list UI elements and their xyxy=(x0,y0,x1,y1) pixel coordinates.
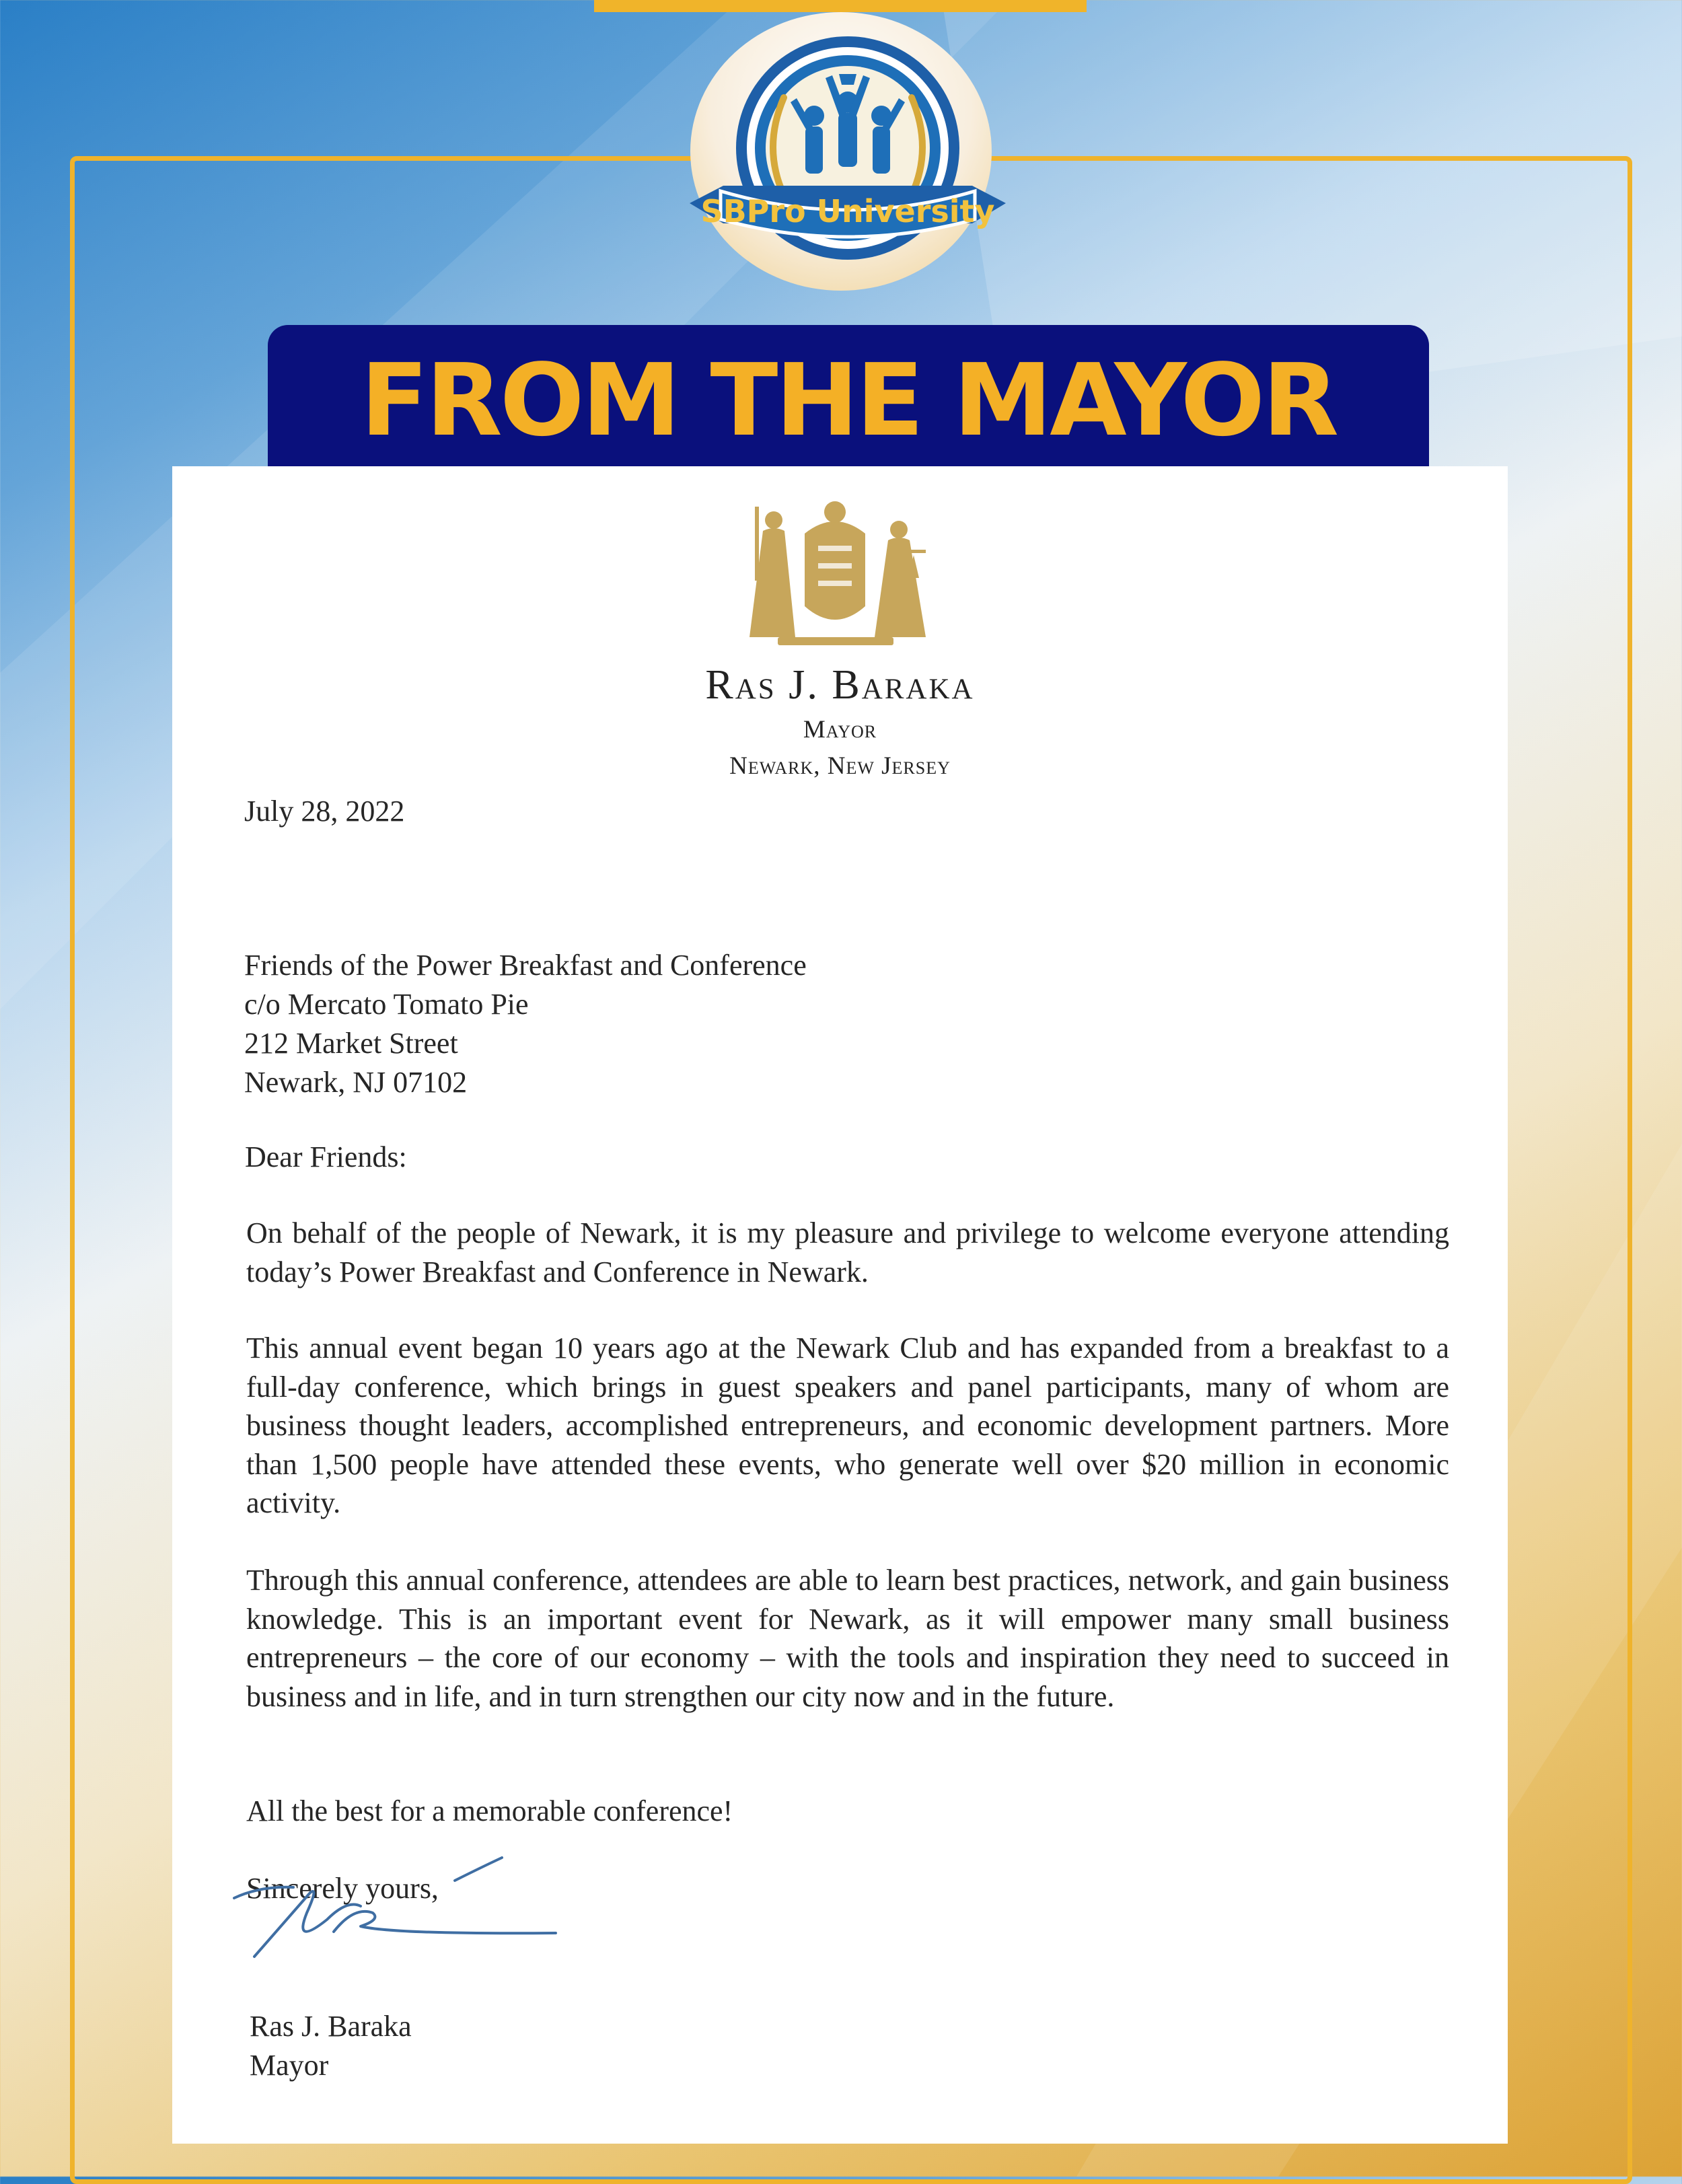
letter-date: July 28, 2022 xyxy=(244,795,405,828)
signature xyxy=(192,1819,569,1994)
mayor-letter xyxy=(172,466,1508,2144)
address-line: Newark, NJ 07102 xyxy=(244,1066,468,1099)
letter-paragraph: On behalf of the people of Newark, it is my pleasure and privilege to welcome everyone attending today’s Power Breakfast and Conference in Newark. xyxy=(246,1216,1449,1288)
logo-text: SBPro University xyxy=(700,193,995,229)
letterhead-name: Ras J. Baraka xyxy=(705,662,975,708)
letter-paragraph: This annual event began 10 years ago at the Newark Club and has expanded from a breakfast to a full-day conference, which brings in guest speakers and panel participants, many of whom are business thought leaders, accomplished entrepreneurs, and economic development partners. More than 1,500 people have attended these events, who generate well over $20 million in economic activity. xyxy=(246,1332,1449,1520)
signer-name: Ras J. Baraka xyxy=(250,2010,412,2043)
address-line: 212 Market Street xyxy=(244,1027,458,1060)
letterhead-city: Newark, New Jersey xyxy=(729,752,951,780)
recipient-address xyxy=(244,946,807,1102)
closing-line: All the best for a memorable conference! xyxy=(246,1794,733,1827)
top-accent-bar xyxy=(594,0,1087,12)
signer-title: Mayor xyxy=(250,2049,329,2082)
address-line: c/o Mercato Tomato Pie xyxy=(244,988,529,1021)
valediction: Sincerely yours, xyxy=(246,1872,439,1905)
page-title: FROM THE MAYOR xyxy=(360,342,1337,458)
state-seal-emblem xyxy=(731,493,939,652)
title-banner xyxy=(268,325,1429,468)
address-line: Friends of the Power Breakfast and Conference xyxy=(244,949,807,982)
letter-paragraph: Through this annual conference, attendees are able to learn best practices, network, and gain business knowledge. This is an important event for Newark, as it will empower many small business entrepreneurs – the core of our economy – with the tools and inspiration they need to succeed in business and in life, and in turn strengthen our city now and in the future. xyxy=(246,1564,1449,1713)
letterhead-title: Mayor xyxy=(803,716,877,743)
salutation: Dear Friends: xyxy=(245,1140,407,1173)
sbpro-university-logo xyxy=(683,27,1013,269)
